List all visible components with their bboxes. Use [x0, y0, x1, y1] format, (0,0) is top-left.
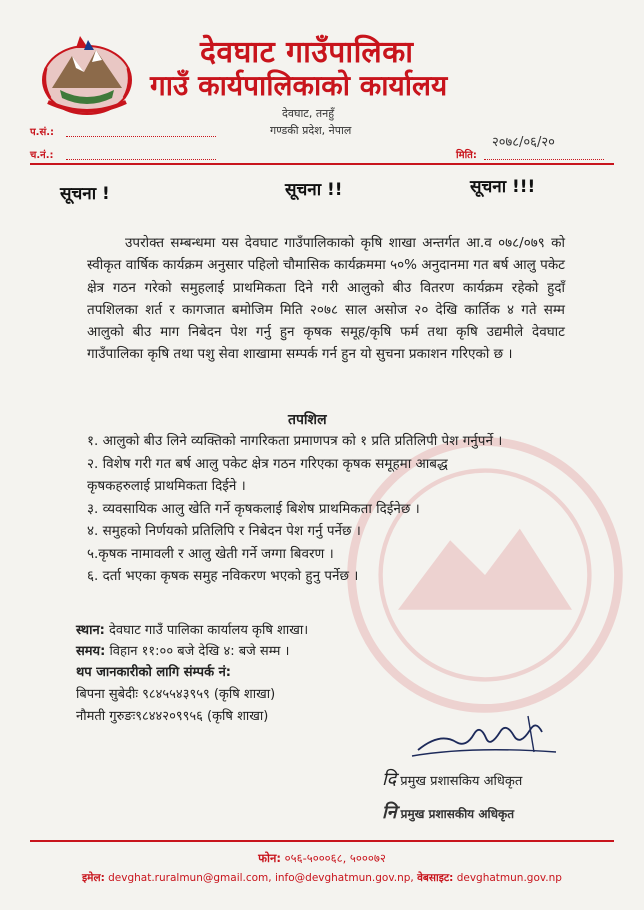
details-item: ६. दर्ता भएका कृषक समुह नविकरण भएको हुनु पर्नेछ ।	[87, 568, 359, 584]
details-heading: तपशिल	[288, 412, 327, 428]
website-label: वेबसाइट:	[417, 872, 454, 884]
details-item: कृषकहरुलाई प्राथमिकता दिईने ।	[87, 478, 246, 494]
time-line	[76, 641, 289, 659]
notice-heading-2: सूचना !!	[285, 180, 343, 200]
ref-number-line	[66, 136, 216, 137]
details-item: ३. व्यवसायिक आलु खेति गर्ने कृषकलाई बिशेष प्राथमिकता दिईनेछ ।	[87, 500, 420, 517]
address-line2: गण्डकी प्रदेश, नेपाल	[270, 124, 352, 137]
signatory-title	[382, 767, 522, 791]
time-value: विहान ११:०० बजे देखि ४: बजे सम्म ।	[105, 644, 290, 659]
details-item: ४. समुहको निर्णयको प्रतिलिपि र निबेदन पेश गर्नु पर्नेछ ।	[87, 523, 361, 539]
dispatch-number-line	[66, 159, 216, 160]
details-list	[87, 430, 567, 588]
official-stamp	[382, 800, 514, 824]
footer-contact	[0, 871, 644, 885]
stamp-text: प्रमुख प्रशासकीय अधिकृत	[400, 807, 515, 821]
initial-mark-icon: दि	[382, 769, 397, 790]
time-label: समय:	[76, 644, 106, 659]
contact-line-2: नौमती गुरुङः९८४४२०९९५६ (कृषि शाखा)	[76, 709, 269, 724]
details-item: २. विशेष गरी गत बर्ष आलु पकेट क्षेत्र गठन गरिएका कृषक समूहमा आबद्ध	[87, 455, 448, 472]
contact-heading: थप जानकारीको लागि संम्पर्क नं:	[76, 665, 231, 680]
contact-line-1: बिपना सुबेदीः ९८४५५४३९५९ (कृषि शाखा)	[76, 687, 276, 702]
signature-icon	[410, 712, 560, 764]
place-label: स्थान:	[76, 623, 105, 638]
phone-value: ०५६-५०००६८, ५०००७२	[281, 851, 386, 865]
place-value: देवघाट गाउँ पालिका कार्यालय कृषि शाखा।	[104, 623, 309, 638]
details-item: ५.कृषक नामावली र आलु खेती गर्ने जग्गा बिवरण ।	[87, 545, 334, 562]
office-title-line2: गाउँ कार्यपालिकाको कार्यालय	[150, 69, 448, 102]
phone-label: फोन:	[258, 851, 281, 865]
notice-heading-1: सूचना !	[60, 184, 110, 204]
stamp-initial-icon: नि	[382, 802, 397, 823]
details-item: १. आलुको बीउ लिने व्यक्तिको नागरिकता प्रमाणपत्र को १ प्रति प्रतिलिपी पेश गर्नुपर्ने ।	[87, 433, 503, 449]
ref-number-label: प.सं.:	[30, 127, 55, 138]
notice-heading-3: सूचना !!!	[470, 177, 536, 197]
website-value[interactable]: devghatmun.gov.np	[453, 872, 562, 884]
email-value[interactable]: devghat.ruralmun@gmail.com, info@devghatmun.gov.np,	[104, 872, 418, 884]
header-divider	[30, 163, 614, 165]
email-label: इमेल:	[82, 872, 105, 884]
signatory-title-text: प्रमुख प्रशासकिय अधिकृत	[400, 774, 523, 789]
dispatch-number-label: च.नं.:	[30, 150, 54, 161]
nepal-emblem-icon	[32, 28, 142, 118]
footer-phone	[0, 851, 644, 866]
place-line	[76, 620, 308, 638]
date-label: मिति:	[456, 150, 477, 161]
address-line1: देवघाट, तनहुँ	[282, 107, 335, 120]
date-value: २०७८/०६/२०	[492, 135, 555, 150]
date-line	[484, 159, 604, 160]
office-title-line1: देवघाट गाउँपालिका	[200, 35, 414, 70]
footer-divider	[30, 840, 614, 842]
notice-body-paragraph: उपरोक्त सम्बन्धमा यस देवघाट गाउँपालिकाको कृषि शाखा अन्तर्गत आ.व ०७८/०७९ को स्वीकृत वार्षिक कार्यक्रम अनुसार पहिलो चौमासिक कार्यक्रममा ५०% अनुदानमा गत बर्ष आलु पकेट क्षेत्र गठन गरेको समुहलाई प्राथमिकता दिने गरी आलुको बीउ वितरण कार्यक्रम रहेको हुदाँ तपशिलका शर्त र कागजात बमोजिम मिति २०७८ साल असोज २० देखि कार्तिक ४ गते सम्म आलुको बीउ माग निबेदन पेश गर्नु हुन कृषक समूह/कृषि फर्म तथा कृषि उद्यमीले देवघाट गाउँपालिका कृषि तथा पशु सेवा शाखामा सम्पर्क गर्न हुन यो सुचना प्रकाशन गरिएको छ ।	[87, 235, 565, 363]
